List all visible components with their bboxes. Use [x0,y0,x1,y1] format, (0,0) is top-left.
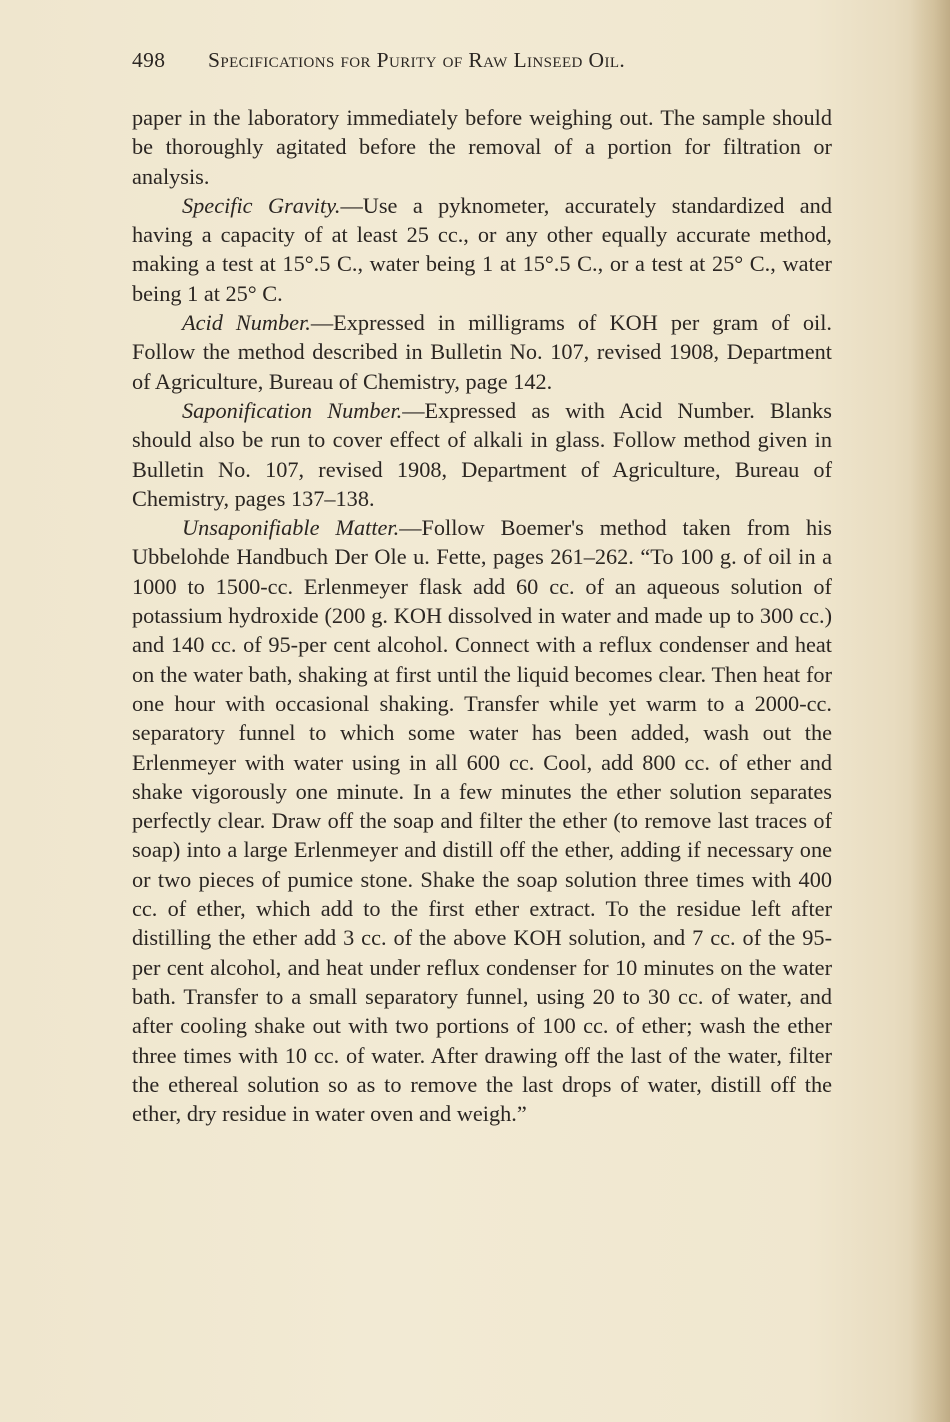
paragraph-unsaponifiable-matter [132,513,832,1128]
paragraph-saponification-number [132,396,832,513]
running-head [132,40,832,80]
paragraph-specific-gravity [132,191,832,308]
section-heading-saponification-number: Saponification Number. [182,397,403,423]
body-text [132,103,832,1128]
page-number: 498 [132,48,166,72]
section-heading-unsaponifiable-matter: Unsaponifiable Matter. [182,515,400,541]
page-edge-shadow [910,0,950,1422]
paragraph-text: paper in the laboratory immediately before weighing out. The sample should be thoroughly agitated before the removal of a portion for filtration or analysis. [132,105,832,189]
section-heading-acid-number: Acid Number. [182,310,311,336]
book-page [132,40,832,1128]
paragraph-text: —Follow Boemer's method taken from his Ubbelohde Handbuch Der Ole u. Fette, pages 261–262. “To 100 g. of oil in a 1000 to 1500-cc. Erlenmeyer flask add 60 cc. of an aqueous solution of potassium hydroxide (200 g. KOH dissolved in water and made up to 300 cc.) and 140 cc. of 95-per cent alcohol. Connect with a reflux condenser and heat on the water bath, shaking at first until the liquid becomes clear. Then heat for one hour with occasional shaking. Transfer while yet warm to a 2000-cc. separatory funnel to which some water has been added, wash out the Erlenmeyer with water using in all 600 cc. Cool, add 800 cc. of ether and shake vigorously one minute. In a few minutes the ether solution separates perfectly clear. Draw off the soap and filter the ether (to remove last traces of soap) into a large Erlenmeyer and distill off the ether, adding if necessary one or two pieces of pumice stone. Shake the soap solution three times with 400 cc. of ether, which add to the first ether extract. To the residue left after distilling the ether add 3 cc. of the above KOH solution, and 7 cc. of the 95-per cent alcohol, and heat under reflux condenser for 10 minutes on the water bath. Transfer to a small separatory funnel, using 20 to 30 cc. of water, and after cooling shake out with two portions of 100 cc. of ether; wash the ether three times with 10 cc. of water. After drawing off the last of the water, filter the ethereal solution so as to remove the last drops of water, distill off the ether, dry residue in water oven and weigh.” [132,515,832,1127]
paragraph-text: —Expressed as with Acid Number. Blanks should also be run to cover effect of alkali in glass. Follow method given in Bulletin No. 107, revised 1908, Department of Agriculture, Bureau of Chemistry, pages 137–138. [132,397,832,511]
paragraph-acid-number [132,308,832,396]
paragraph-text: —Expressed in milligrams of KOH per gram of oil. Follow the method described in Bulletin No. 107, revised 1908, Department of Agriculture, Bureau of Chemistry, page 142. [132,310,832,394]
paragraph-intro [132,103,832,191]
section-heading-specific-gravity: Specific Gravity. [182,192,341,218]
running-title: Specifications for Purity of Raw Linseed Oil. [208,48,626,72]
paragraph-text: —Use a pyknometer, accurately standardized and having a capacity of at least 25 cc., or any other equally accurate method, making a test at 15°.5 C., water being 1 at 15°.5 C., or a test at 25° C., water being 1 at 25° C. [132,192,832,306]
